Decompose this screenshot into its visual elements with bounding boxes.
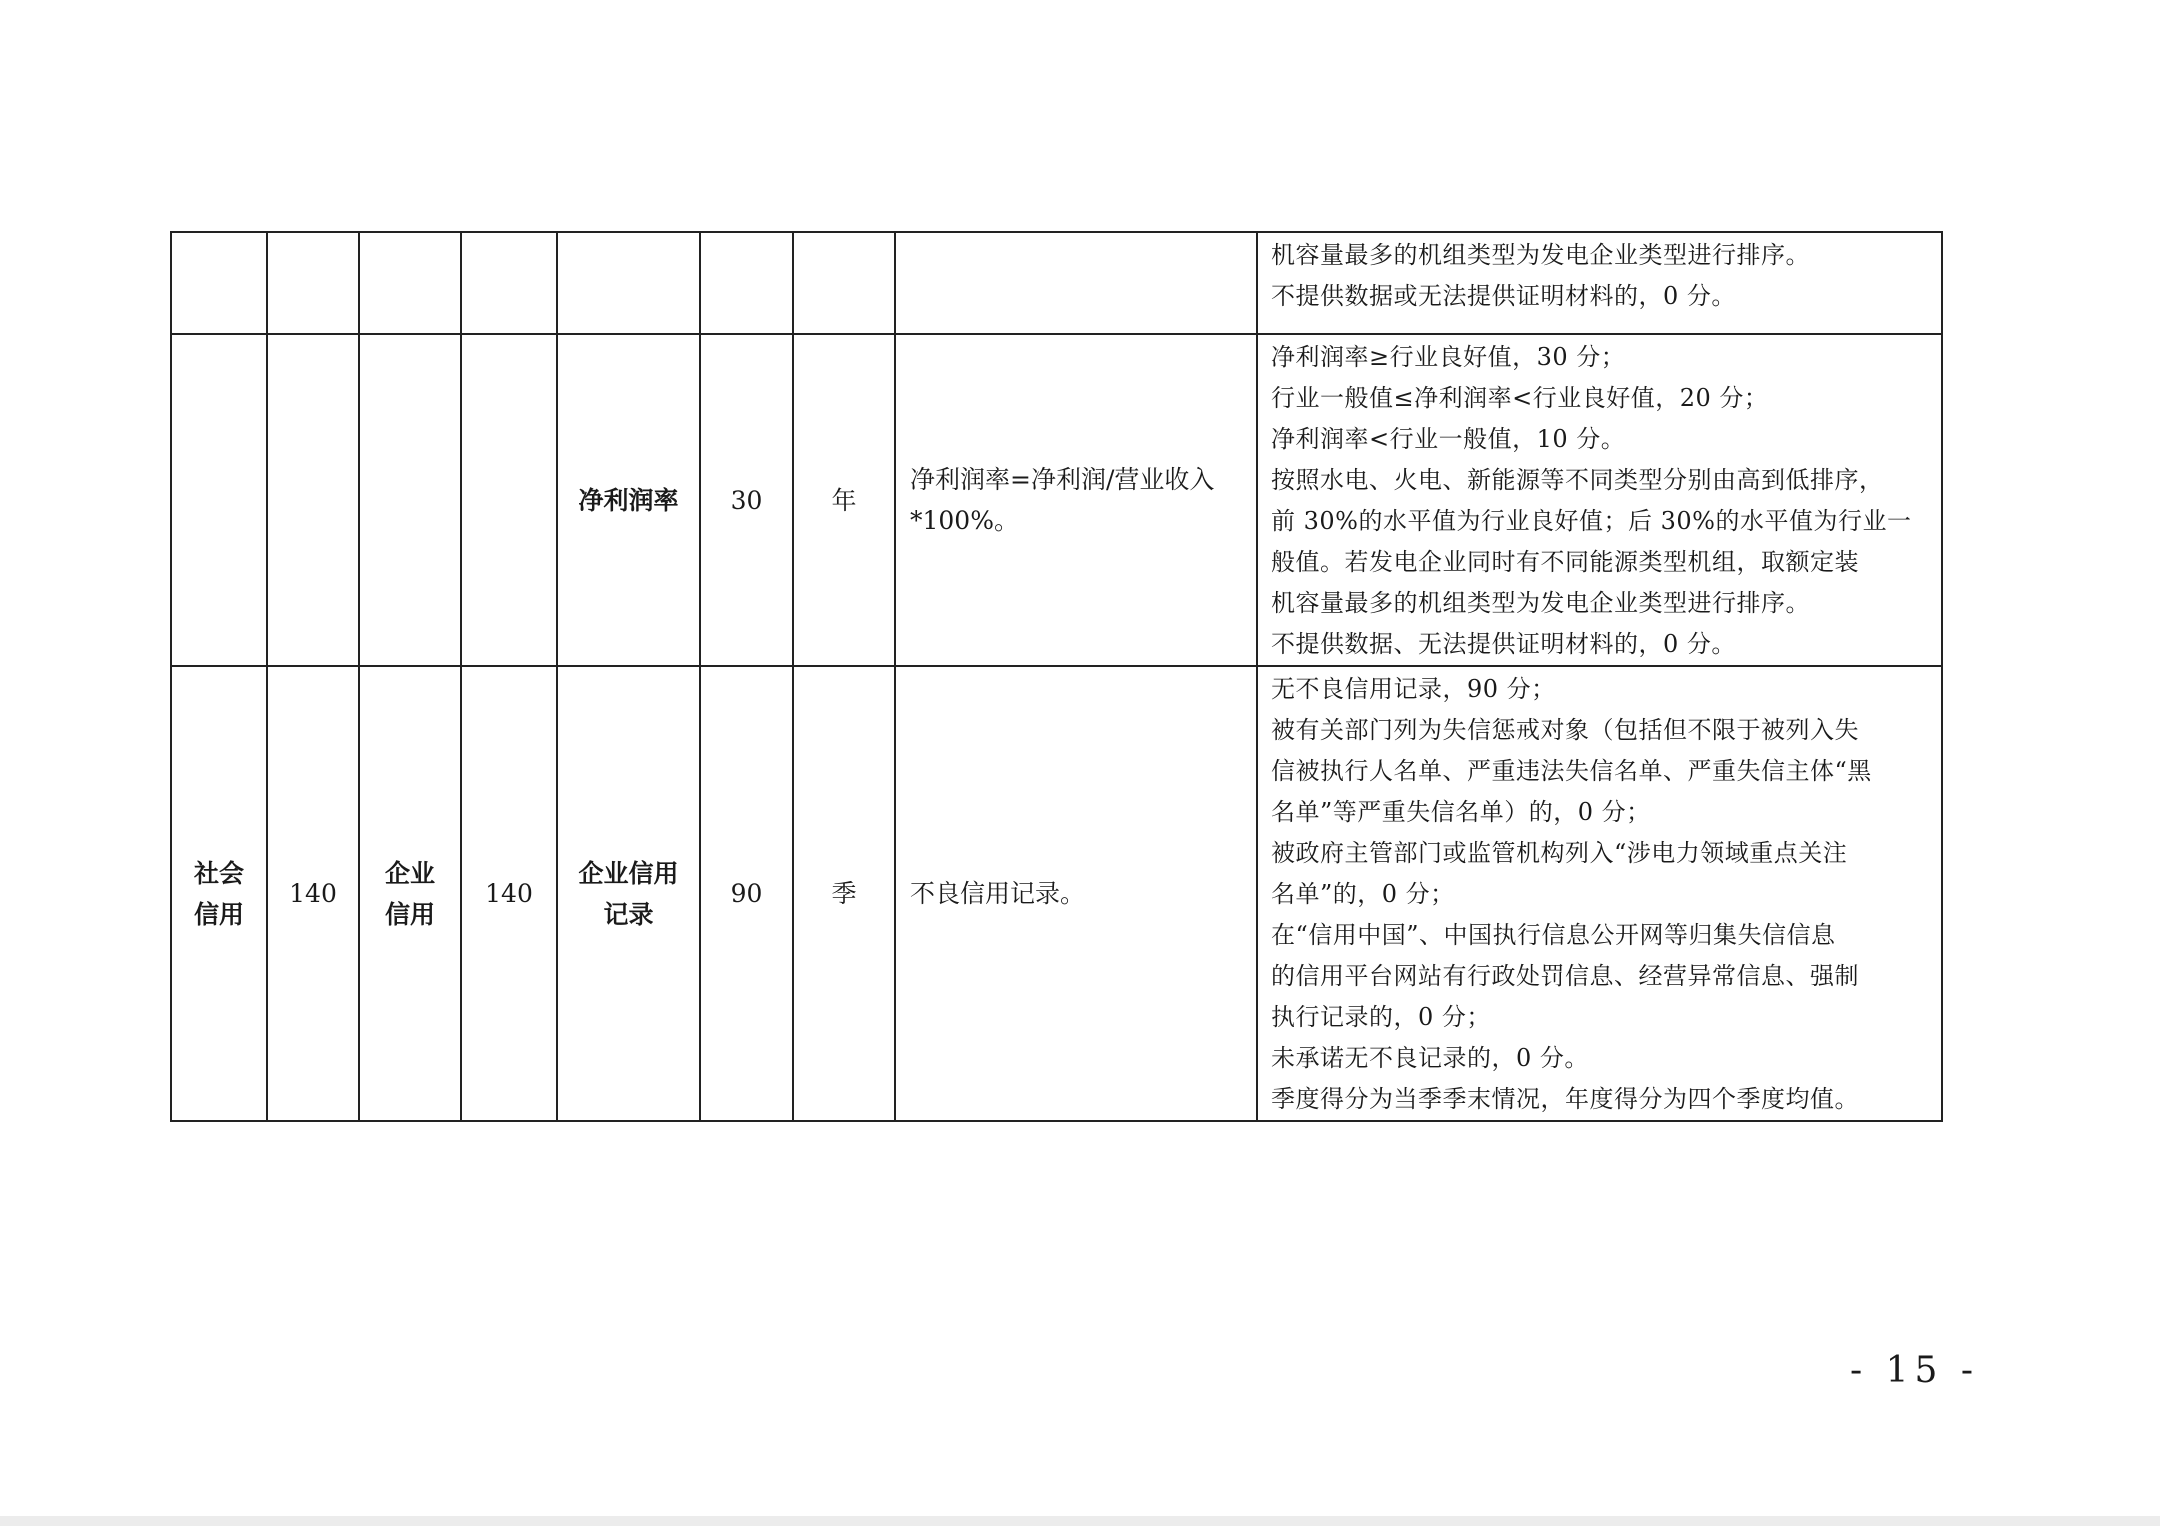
rule-line: 净利润率<行业一般值，10 分。	[1271, 425, 1626, 453]
rule-line: 在“信用中国”、中国执行信息公开网等归集失信信息	[1271, 921, 1836, 949]
category-score-cell	[267, 232, 359, 334]
subcategory-score-cell	[461, 232, 557, 334]
rules-cell	[1257, 232, 1942, 334]
score-cell	[700, 232, 793, 334]
indicator-name-line: 企业信用	[578, 858, 679, 888]
subcategory-cell	[359, 232, 461, 334]
indicator-name	[557, 666, 700, 1121]
page-number: - 15 -	[1850, 1350, 1980, 1391]
rule-line: 无不良信用记录，90 分；	[1271, 675, 1556, 703]
rule-line: 季度得分为当季季末情况，年度得分为四个季度均值。	[1271, 1085, 1859, 1113]
rule-line: 不提供数据、无法提供证明材料的，0 分。	[1271, 630, 1736, 658]
table-row	[171, 666, 1942, 1121]
rules-cell	[1257, 334, 1942, 666]
category-score-cell	[267, 334, 359, 666]
assessment-period: 年	[793, 334, 895, 666]
period-cell	[793, 232, 895, 334]
rule-line: 行业一般值≤净利润率<行业良好值，20 分；	[1271, 384, 1769, 412]
rule-line: 净利润率≥行业良好值，30 分；	[1271, 343, 1626, 371]
indicator-score: 90	[700, 666, 793, 1121]
rule-line: 不提供数据或无法提供证明材料的，0 分。	[1271, 282, 1736, 310]
rule-line: 前 30%的水平值为行业良好值；后 30%的水平值为行业一	[1271, 507, 1912, 535]
indicator-name-line: 记录	[603, 899, 654, 929]
table-row	[171, 232, 1942, 334]
category-cell	[171, 232, 267, 334]
rule-line: 的信用平台网站有行政处罚信息、经营异常信息、强制	[1271, 962, 1859, 990]
rules-cell	[1257, 666, 1942, 1121]
rule-line: 未承诺无不良记录的，0 分。	[1271, 1044, 1589, 1072]
category-name-line: 信用	[193, 899, 244, 929]
rule-line: 执行记录的，0 分；	[1271, 1003, 1491, 1031]
indicator-definition: 净利润率=净利润/营业收入*100%。	[895, 334, 1257, 666]
rule-line: 名单”等严重失信名单）的，0 分；	[1271, 798, 1651, 826]
category-score: 140	[267, 666, 359, 1121]
indicator-score: 30	[700, 334, 793, 666]
category-cell	[171, 334, 267, 666]
page-bottom-edge	[0, 1516, 2160, 1526]
category-name	[171, 666, 267, 1121]
subcategory-score-cell	[461, 334, 557, 666]
rule-line: 被政府主管部门或监管机构列入“涉电力领域重点关注	[1271, 839, 1848, 867]
indicator-cell	[557, 232, 700, 334]
rule-line: 信被执行人名单、严重违法失信名单、严重失信主体“黑	[1271, 757, 1872, 785]
subcategory-name	[359, 666, 461, 1121]
rule-line: 按照水电、火电、新能源等不同类型分别由高到低排序，	[1271, 466, 1884, 494]
rule-line: 机容量最多的机组类型为发电企业类型进行排序。	[1271, 589, 1810, 617]
indicator-definition: 不良信用记录。	[895, 666, 1257, 1121]
subcategory-name-line: 信用	[384, 899, 435, 929]
rule-line: 般值。若发电企业同时有不同能源类型机组，取额定装	[1271, 548, 1859, 576]
rule-line: 机容量最多的机组类型为发电企业类型进行排序。	[1271, 241, 1810, 269]
rule-line: 被有关部门列为失信惩戒对象（包括但不限于被列入失	[1271, 716, 1859, 744]
table-row	[171, 334, 1942, 666]
assessment-period: 季	[793, 666, 895, 1121]
definition-cell	[895, 232, 1257, 334]
subcategory-score: 140	[461, 666, 557, 1121]
category-name-line: 社会	[193, 858, 244, 888]
subcategory-cell	[359, 334, 461, 666]
rule-line: 名单”的，0 分；	[1271, 880, 1455, 908]
scoring-table	[170, 231, 1943, 1122]
subcategory-name-line: 企业	[384, 858, 435, 888]
indicator-name: 净利润率	[557, 334, 700, 666]
